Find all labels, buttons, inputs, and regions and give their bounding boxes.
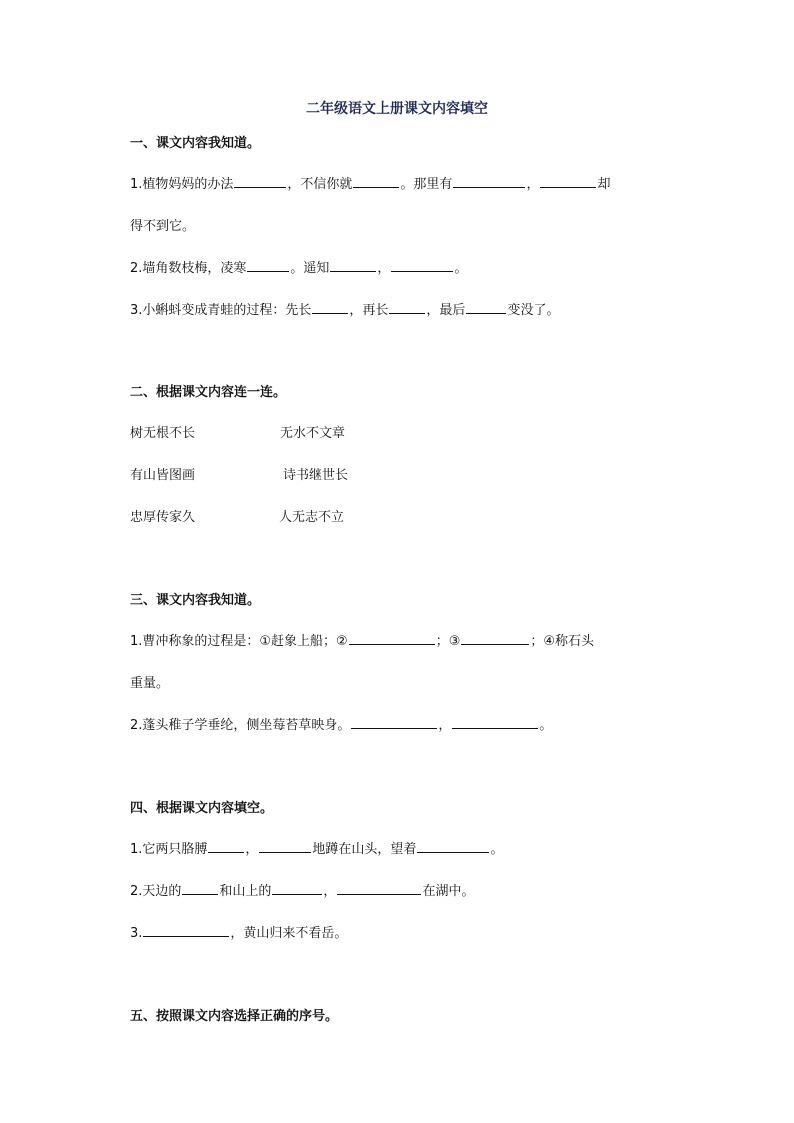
s4-question-2 (130, 880, 474, 899)
match-right-item[interactable]: 诗书继世长 (283, 468, 349, 483)
s1-q3-text-b: ，再长 (349, 303, 389, 318)
answer-blank[interactable] (143, 924, 229, 937)
match-left-item[interactable]: 树无根不长 (130, 426, 196, 441)
answer-blank[interactable] (259, 840, 311, 853)
s3-question-1-continued: 重量。 (130, 676, 170, 691)
answer-blank[interactable] (417, 840, 489, 853)
answer-blank[interactable] (452, 716, 538, 729)
s3-q2-text-c: 。 (539, 718, 553, 733)
s4-q1-text-b: ， (245, 842, 259, 857)
s4-question-1 (130, 838, 503, 857)
s3-q1-text-c: ；④称石头 (530, 634, 595, 649)
section-2-heading: 二、根据课文内容连一连。 (130, 385, 287, 400)
s1-question-1-continued: 得不到它。 (130, 219, 196, 234)
section-1-heading: 一、课文内容我知道。 (130, 136, 261, 151)
s1-q1-text-b: ，不信你就 (287, 177, 353, 192)
s1-q2-text-c: ， (377, 261, 391, 276)
s3-q1-text-b: ；③ (435, 634, 461, 649)
s1-q1-text-e: 却 (597, 177, 611, 192)
s3-question-2 (130, 714, 552, 733)
s3-q1-text-a: 1.曹冲称象的过程是：①赶象上船；② (130, 634, 348, 649)
section-5-heading: 五、按照课文内容选择正确的序号。 (130, 1009, 339, 1024)
s1-question-1 (130, 173, 610, 192)
s4-q3-text-a: 3. (130, 926, 143, 941)
s4-q1-text-c: 地蹲在山头，望着 (312, 842, 417, 857)
match-right-item[interactable]: 无水不文章 (280, 426, 346, 441)
s4-q1-text-d: 。 (490, 842, 504, 857)
s1-question-3 (130, 299, 559, 318)
page-title: 二年级语文上册课文内容填空 (306, 101, 488, 117)
answer-blank[interactable] (389, 301, 425, 314)
answer-blank[interactable] (182, 882, 218, 895)
answer-blank[interactable] (453, 175, 525, 188)
answer-blank[interactable] (540, 175, 596, 188)
s1-q2-text-b: 。遥知 (290, 261, 330, 276)
match-right-item[interactable]: 人无志不立 (279, 510, 345, 525)
answer-blank[interactable] (349, 632, 435, 645)
answer-blank[interactable] (351, 716, 437, 729)
answer-blank[interactable] (353, 175, 399, 188)
match-left-item[interactable]: 有山皆图画 (130, 468, 196, 483)
s3-q2-text-b: ， (438, 718, 452, 733)
s4-question-3 (130, 922, 347, 941)
s1-q1-text-d: ， (526, 177, 540, 192)
section-4-heading: 四、根据课文内容填空。 (130, 801, 274, 816)
answer-blank[interactable] (330, 259, 376, 272)
s3-question-1 (130, 630, 594, 649)
answer-blank[interactable] (466, 301, 506, 314)
s1-q2-text-d: 。 (454, 261, 468, 276)
answer-blank[interactable] (391, 259, 453, 272)
s1-q1-text-c: 。那里有 (400, 177, 453, 192)
s4-q3-text-b: ，黄山归来不看岳。 (230, 926, 348, 941)
answer-blank[interactable] (461, 632, 529, 645)
s1-q3-text-d: 变没了。 (507, 303, 560, 318)
section-3-heading: 三、课文内容我知道。 (130, 593, 261, 608)
answer-blank[interactable] (272, 882, 322, 895)
match-left-item[interactable]: 忠厚传家久 (130, 510, 196, 525)
answer-blank[interactable] (208, 840, 244, 853)
s4-q2-text-a: 2.天边的 (130, 884, 182, 899)
s3-q2-text-a: 2.蓬头稚子学垂纶，侧坐莓苔草映身。 (130, 718, 351, 733)
s1-q1-text-a: 1.植物妈妈的办法 (130, 177, 234, 192)
s4-q2-text-c: ， (323, 884, 337, 899)
s1-question-2 (130, 257, 467, 276)
s1-q2-text-a: 2.墙角数枝梅，凌寒 (130, 261, 247, 276)
s4-q2-text-d: 在湖中。 (422, 884, 475, 899)
s1-q3-text-a: 3.小蝌蚪变成青蛙的过程：先长 (130, 303, 312, 318)
s4-q1-text-a: 1.它两只胳膊 (130, 842, 208, 857)
s1-q3-text-c: ，最后 (426, 303, 466, 318)
answer-blank[interactable] (247, 259, 289, 272)
answer-blank[interactable] (312, 301, 348, 314)
answer-blank[interactable] (234, 175, 286, 188)
answer-blank[interactable] (337, 882, 421, 895)
s4-q2-text-b: 和山上的 (219, 884, 272, 899)
